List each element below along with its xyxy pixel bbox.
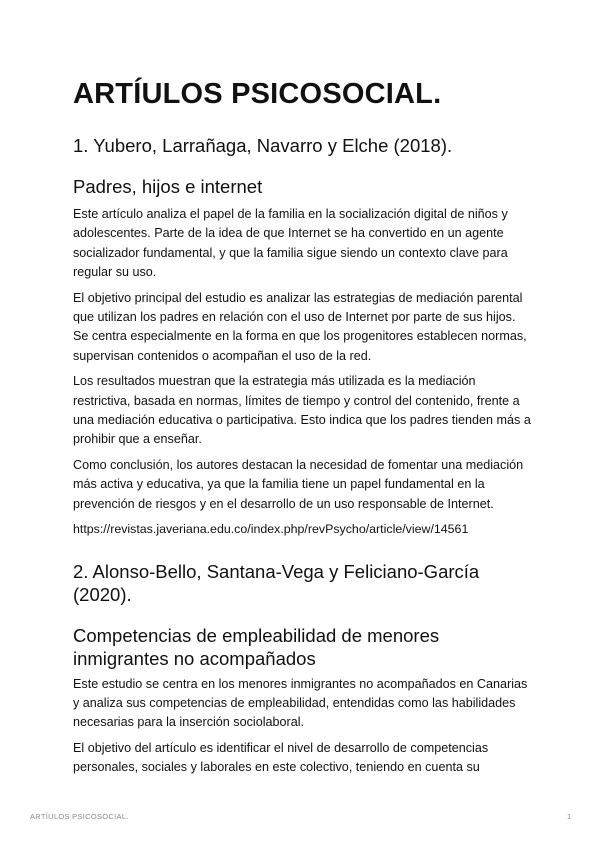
section-1-paragraph-2: El objetivo principal del estudio es analizar las estrategias de mediación parental que utilizan los padres en relación con el uso de Internet por parte de sus hijos. Se centra especialmente en la forma en que los progenitores establecen normas, supervisan contenidos o acompañan el uso de la red. <box>73 290 527 363</box>
section-2-paragraph-2: El objetivo del artículo es identificar el nivel de desarrollo de competencias personales, sociales y laborales en este colectivo, teniendo en cuenta su <box>73 740 489 775</box>
section-1-paragraph-4: Como conclusión, los autores destacan la necesidad de fomentar una mediación más activa y educativa, ya que la familia tiene un papel fundamental en la prevención de riesgos y en el desarrollo de un uso responsable de Internet. <box>73 457 524 511</box>
section-2-paragraph-1: Este estudio se centra en los menores inmigrantes no acompañados en Canarias y analiza sus competencias de empleabilidad, entendidas como las habilidades necesarias para la inserción sociolaboral. <box>73 676 528 730</box>
section-2-heading: 2. Alonso-Bello, Santana-Vega y Feliciano-García (2020). <box>73 560 480 605</box>
page-number: 1 <box>567 812 572 821</box>
section-1-heading: 1. Yubero, Larrañaga, Navarro y Elche (2018). <box>73 135 453 156</box>
section-1-paragraph-3: Los resultados muestran que la estrategia más utilizada es la mediación restrictiva, basada en normas, límites de tiempo y control del contenido, frente a una mediación educativa o participativa. Esto indica que los padres tienden más a prohibir que a enseñar. <box>73 374 531 447</box>
section-2-subtitle: Competencias de empleabilidad de menores inmigrantes no acompañados <box>73 624 440 669</box>
footer-label: ARTÍULOS PSICOSOCIAL. <box>30 812 129 821</box>
document-page <box>73 78 533 778</box>
section-1-article-link[interactable]: https://revistas.javeriana.edu.co/index.php/revPsycho/article/view/14561 <box>73 522 469 537</box>
section-1-paragraph-1: Este artículo analiza el papel de la familia en la socialización digital de niños y adolescentes. Parte de la idea de que Internet se ha convertido en un agente socializador fundamental, y que la familia sigue siendo un contexto clave para regular su uso. <box>73 207 508 280</box>
section-1-subtitle: Padres, hijos e internet <box>73 176 263 197</box>
document-title: ARTÍULOS PSICOSOCIAL. <box>73 78 442 110</box>
